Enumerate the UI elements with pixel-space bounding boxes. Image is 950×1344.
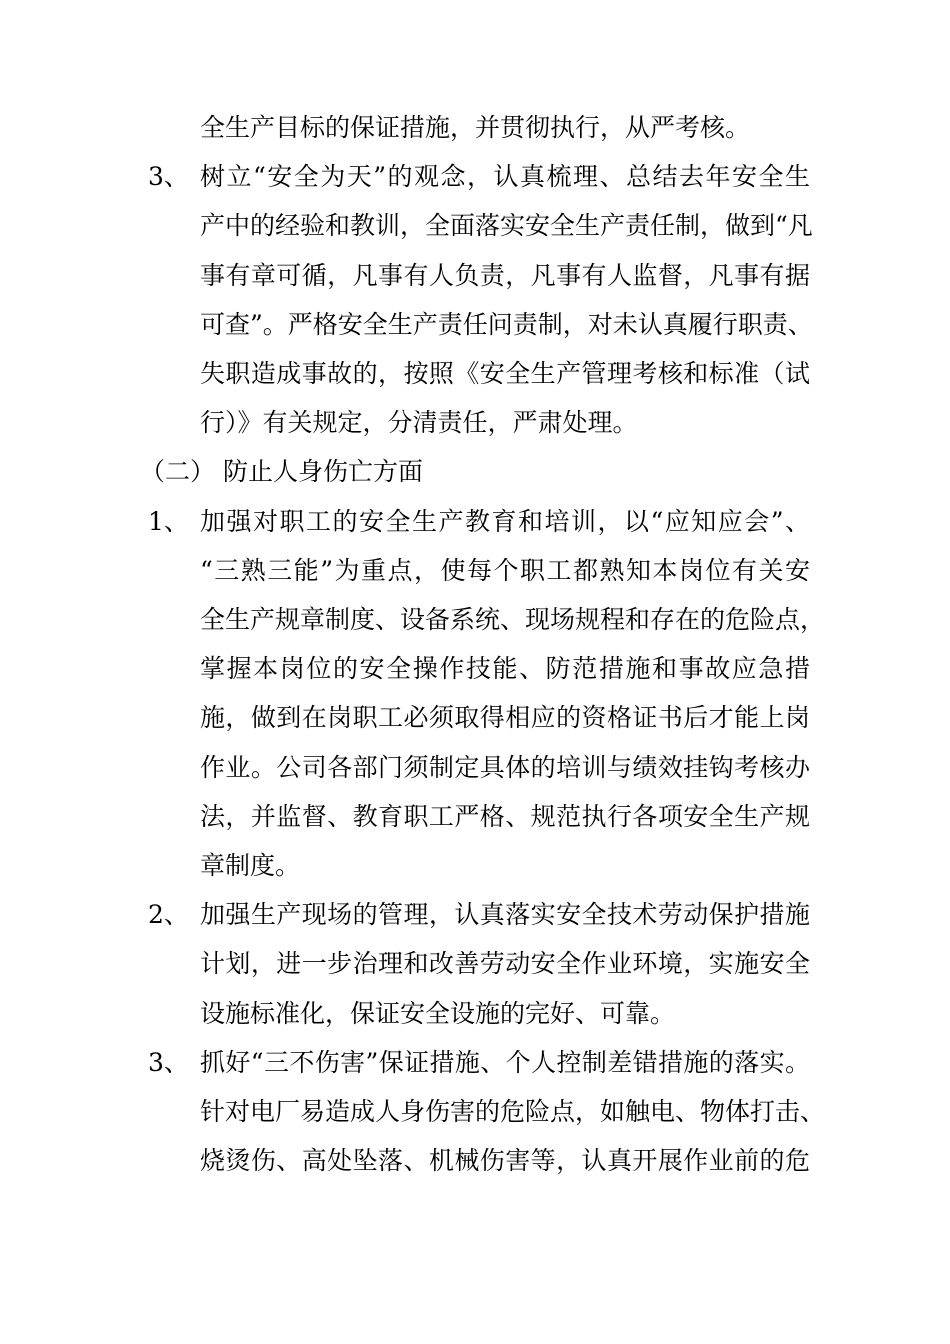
text-line (0, 895, 950, 935)
text-line (0, 403, 950, 443)
paragraph-text: 掌握本岗位的安全操作技能、防范措施和事故应急措 (200, 654, 810, 684)
paragraph-text: 针对电厂易造成人身伤害的危险点，如触电、物体打击、 (200, 1097, 826, 1126)
text-line (0, 797, 950, 837)
item-number: 3、 (148, 162, 189, 192)
text-line (0, 994, 950, 1034)
text-line (0, 502, 950, 542)
item-number: 2、 (148, 900, 189, 930)
text-line (0, 1141, 950, 1181)
paragraph-text: 可查”。严格安全生产责任问责制，对未认真履行职责、 (200, 309, 813, 339)
paragraph-text: 加强对职工的安全生产教育和培训，以“应知应会”、 (200, 506, 810, 536)
paragraph-text: 全生产规章制度、设备系统、现场规程和存在的危险点， (200, 605, 826, 634)
paragraph-text: 作业。公司各部门须制定具体的培训与绩效挂钩考核办 (200, 752, 810, 782)
section-heading: （二） 防止人身伤亡方面 (140, 457, 423, 487)
text-line (0, 157, 950, 197)
text-line (0, 256, 950, 296)
paragraph-text: 法，并监督、教育职工严格、规范执行各项安全生产规 (200, 801, 810, 831)
text-line (0, 698, 950, 738)
paragraph-text: 烧烫伤、高处坠落、机械伤害等，认真开展作业前的危 (200, 1146, 810, 1176)
paragraph-text: 行）》有关规定，分清责任，严肃处理。 (200, 408, 638, 438)
paragraph-text: “三熟三能”为重点，使每个职工都熟知本岗位有关安 (200, 555, 810, 585)
text-line (0, 748, 950, 788)
paragraph-text: 事有章可循，凡事有人负责，凡事有人监督，凡事有据 (200, 260, 810, 290)
paragraph-text: 失职造成事故的，按照《安全生产管理考核和标准（试 (200, 359, 810, 388)
text-line (0, 649, 950, 689)
text-line (0, 846, 950, 886)
paragraph-text: 抓好“三不伤害”保证措施、个人控制差错措施的落实。 (200, 1047, 810, 1077)
text-line (0, 108, 950, 148)
item-number: 1、 (148, 506, 189, 536)
text-line (0, 944, 950, 984)
text-line (0, 206, 950, 246)
text-line (0, 1043, 950, 1083)
paragraph-text: 设施标准化，保证安全设施的完好、可靠。 (200, 998, 676, 1028)
paragraph-text: 加强生产现场的管理，认真落实安全技术劳动保护措施 (200, 900, 810, 930)
paragraph-text: 计划，进一步治理和改善劳动安全作业环境，实施安全 (200, 949, 810, 979)
text-line (0, 1092, 950, 1132)
item-number: 3、 (148, 1047, 189, 1077)
text-line (0, 305, 950, 345)
text-line (0, 551, 950, 591)
text-line (0, 600, 950, 640)
paragraph-text: 章制度。 (200, 851, 301, 880)
section-heading-line (0, 452, 950, 492)
text-line (0, 354, 950, 394)
paragraph-text: 树立“安全为天”的观念，认真梳理、总结去年安全生 (200, 162, 810, 192)
paragraph-text: 全生产目标的保证措施，并贯彻执行，从严考核。 (200, 113, 751, 142)
paragraph-text: 施，做到在岗职工必须取得相应的资格证书后才能上岗 (200, 703, 810, 733)
paragraph-text: 产中的经验和教训，全面落实安全生产责任制，做到“凡 (200, 211, 813, 241)
